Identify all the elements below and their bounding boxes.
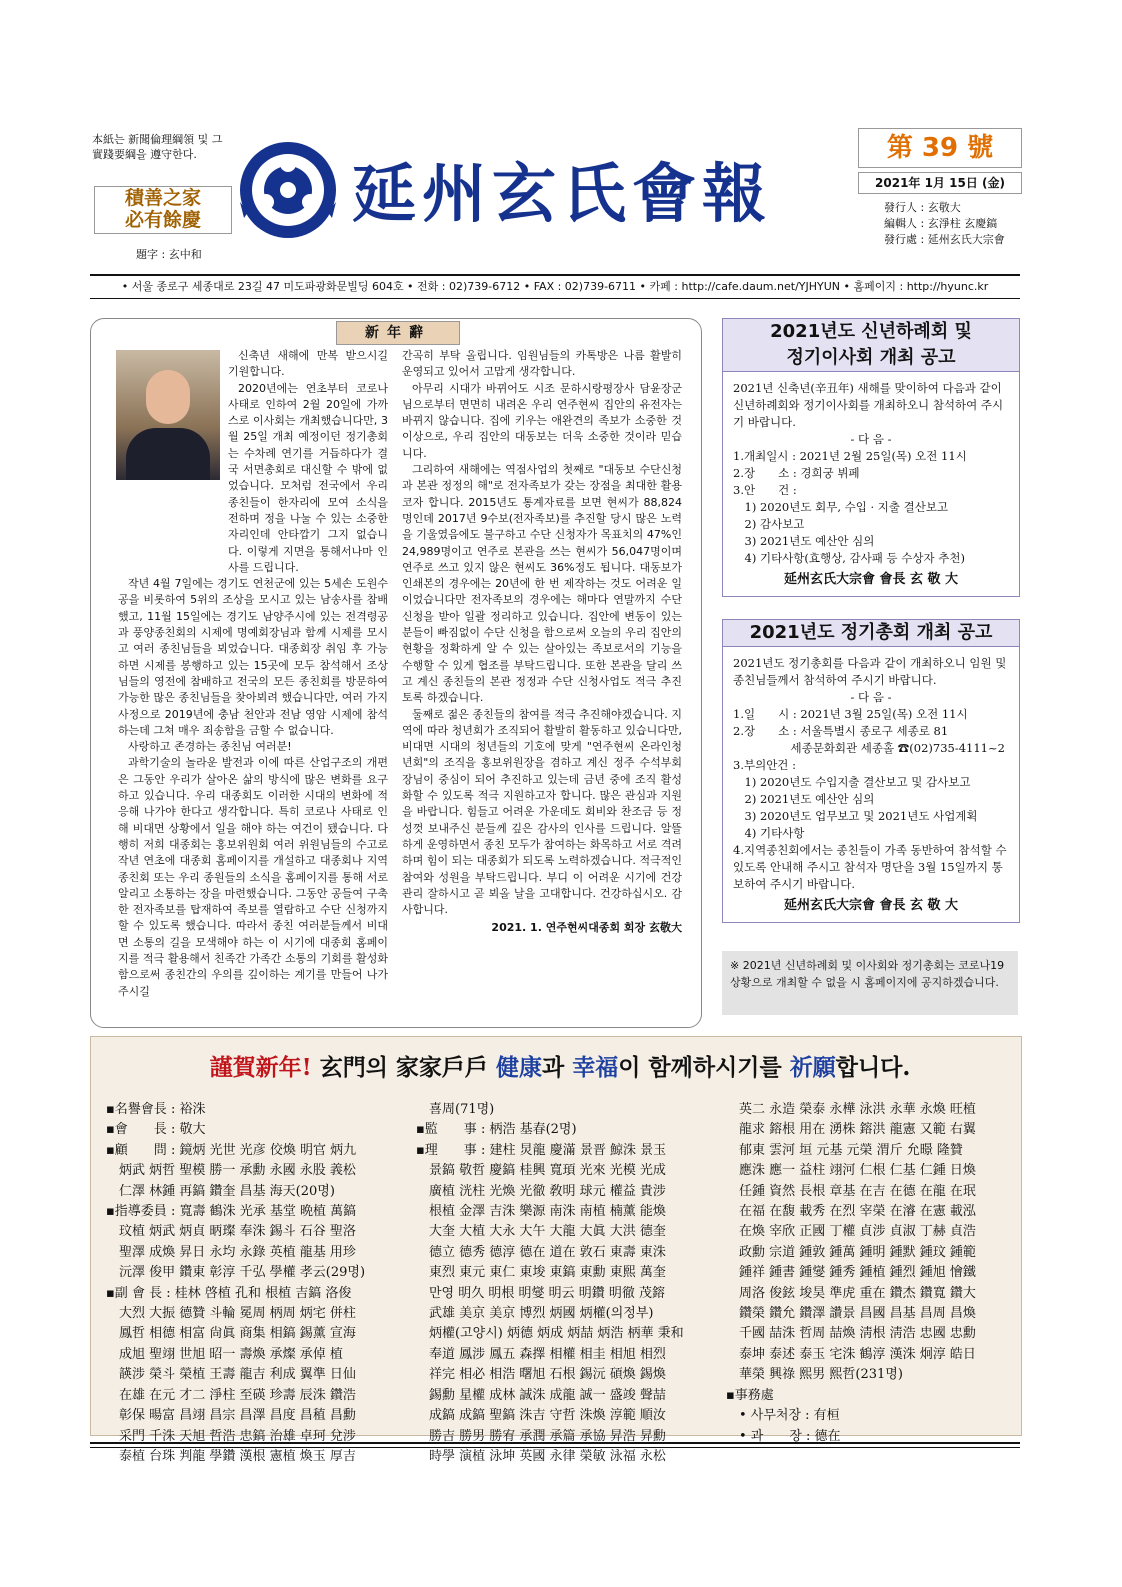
newspaper-title: 延州玄氏會報	[352, 157, 772, 232]
ethics-notice-text: 本紙는 新聞倫理綱領 및 그 實踐要綱을 遵守한다.	[92, 133, 223, 161]
greeting-title: 新年辭	[336, 321, 460, 345]
greeting-paragraph: 2020년에는 연초부터 코로나 사태로 인하여 2월 20일에 가까스로 이사회는 개최했습니다만, 3월 25일 개최 예정이던 정기총회는 수차례 연기를 거듭하다가 결국 서면총회로 대신할 수 밖에 없었습니다. 모처럼 전국에서 우리 종친들이 한자리에 모여 소식을 전하며 정을 나눌 수 있는 소중한 자리인데 안타깝기 그지 없습니다. 이렇게 지면을 통해서나마 인사를 드립니다.	[228, 381, 388, 574]
da-eum-label: - 다 음 -	[850, 432, 892, 446]
banner-title-part: 祈願	[789, 1054, 836, 1081]
officer-line: 根植 金澤 吉洙 樂源 南洙 南植 楠薰 能煥	[416, 1204, 666, 1220]
officer-line: 武雄 美京 美京 博烈 炳國 炳權(의정부)	[416, 1306, 654, 1322]
announcement-item: 2) 2021년도 예산안 심의	[733, 792, 875, 806]
publisher: 發行人 : 玄敬大	[884, 201, 961, 214]
officer-line: 廣植 洸柱 光煥 光徹 敎明 球元 權益 貴涉	[416, 1183, 666, 1199]
clan-emblem-icon	[238, 140, 338, 240]
motto-box	[94, 186, 232, 234]
announcement-body	[723, 372, 1019, 596]
officer-line: 勝吉 勝男 勝宥 承潤 承篇 承協 昇浩 昇勳	[416, 1428, 666, 1444]
officer-line: 奉道 鳳涉 鳳五 森擇 相權 相圭 相旭 相烈	[416, 1346, 666, 1362]
officer-line: 喜周(71명)	[416, 1102, 495, 1117]
officer-line: ▪名譽會長 : 裕洙	[106, 1102, 206, 1117]
officer-line: 泰植 台珠 判龍 學鑽 漢根 憲植 煥玉 厚吉	[106, 1448, 356, 1464]
greeting-paragraph: 작년 4월 7일에는 경기도 연천군에 있는 5세손 도원수공을 비롯하여 5위의 조상을 모시고 있는 남송사를 참배했고, 11월 15일에는 경기도 남양주시에 있는 전격령공과 풍양종친회의 시제에 명예회장님과 함께 시제를 모시고 여러 종친님들을 뵈었습니다. 대종회장 취임 후 가능하면 시제를 봉행하고 있는 15곳에 모두 참석해서 조상님들의 영전에 참배하고 전국의 모든 종친회를 방문하여 가능한 많은 종친님들을 찾아뵈려 했습니다만, 여러 가지 사정으로 2019년에 충남 천안과 전남 영암 시제에 참석하는데 그쳐 매우 죄송함을 금할 수 없습니다.	[118, 577, 388, 737]
officer-line: 彰保 暘富 昌翊 昌宗 昌澤 昌度 昌稙 昌勳	[106, 1408, 356, 1424]
banner-title-part: 健康	[495, 1054, 542, 1081]
board-meeting-announcement	[722, 318, 1020, 597]
officer-line: ▪監 事 : 柄浩 基春(2명)	[416, 1122, 577, 1138]
officer-line: 在福 在馥 載秀 在烈 宰榮 在濬 在憲 載泓	[726, 1204, 976, 1220]
da-eum-label: - 다 음 -	[850, 690, 892, 704]
officer-list-column-2	[416, 1100, 706, 1467]
greeting-paragraph: 그리하여 새해에는 역점사업의 첫째로 "대동보 수단신청과 본관 정정의 해"로 전자족보가 갖는 장점을 최대한 활용코자 합니다. 2015년도 통계자료를 보면 현씨가 88,824명인데 2017년 9수보(전자족보)를 추진할 당시 많은 노력을 기울였음에도 불구하고 수단 신청자가 목표치의 47%인 24,989명이고 연주로 본관을 쓰는 현씨가 56,047명이며 연주로 쓰고 있지 않은 현씨도 36%정도 됩니다. 대동보가 인쇄본의 경우에는 20년에 한 번 제작하는 것도 어려운 일이었습니다만 전자족보의 경우에는 해마다 연말까지 수단 신청을 받아 일괄 정리하고 있습니다. 집안에 변동이 있는 분들이 빠짐없이 수단 신청을 함으로써 오늘의 우리 집안의 현황을 정확하게 알 수 있는 살아있는 족보로서의 기능을 수행할 수 있게 협조를 부탁드립니다. 또한 본관을 달리 쓰고 계신 종친들의 본관 정정과 수단 신청사업도 적극 추진토록 하겠습니다.	[402, 463, 682, 705]
officer-line: 錫勳 星權 成林 誠洙 成龍 誠一 盛竣 聲喆	[416, 1387, 666, 1403]
greeting-paragraph: 과학기술의 놀라운 발전과 이에 따른 산업구조의 개편은 그동안 우리가 살아온 삶의 방식에 많은 변화를 요구하고 있습니다. 우리 대종회도 이러한 시대의 변화에 적응해 나가야 한다고 생각합니다. 특히 코로나 사태로 인해 비대면 상황에서 일을 해야 하는 여건이 됐습니다. 다행히 저희 대종회는 홍보위원회 여러 위원님들의 수고로 작년 연초에 대종회 홈페이지를 개설하고 대종회나 지역종친회 또는 우리 종원들의 소식을 홈페이지를 통해 서로 알리고 소통하는 장을 마련했습니다. 그동안 공들여 구축한 전자족보를 탑재하여 족보를 열람하고 수단 신청까지 할 수 있도록 했습니다. 따라서 종친 여러분들께서 비대면 소통의 길을 모색해야 하는 이 시기에 대종회 홈페이지를 적극 활용해서 친족간 가족간 소통의 기회를 활성화함으로써 종친간의 우의를 깊이하는 계기를 만들어 나가 주시길	[118, 756, 388, 998]
banner-title-part: 幸福	[572, 1054, 619, 1081]
officer-line: 韺涉 榮斗 榮植 王壽 龍吉 利成 翼準 日仙	[106, 1367, 356, 1383]
officer-line: 華榮 興祿 熙男 熙哲(231명)	[726, 1367, 903, 1383]
officer-line: ▪事務處	[726, 1387, 774, 1403]
announcement-intro: 2021년 신축년(辛丑年) 새해를 맞이하여 다음과 같이 신년하례회와 정기이사회를 개최하오니 참석하여 주시기 바랍니다.	[733, 381, 1004, 429]
motto-line-2: 必有餘慶	[124, 209, 201, 231]
general-meeting-announcement	[722, 619, 1020, 923]
officer-line: 時學 演植 泳坤 英國 永律 榮敏 泳福 永松	[416, 1448, 666, 1464]
bottom-rule	[90, 1442, 1020, 1448]
announcement-heading	[723, 319, 1019, 372]
officer-line: 景鎬 敬哲 慶鎬 桂興 寬頊 光來 光模 光成	[416, 1163, 666, 1179]
banner-title	[150, 1050, 970, 1086]
announcement-item: 2.장 소 : 경희궁 뷔페	[733, 466, 860, 480]
announcement-item: 1) 2020년도 회무, 수입 · 지출 결산보고	[733, 500, 949, 514]
officer-line: 周洛 俊鉉 埈昊 準虎 重在 鑽杰 鑽寬 鑽大	[726, 1285, 976, 1301]
banner-title-part: 謹賀新年!	[209, 1054, 312, 1081]
announcement-item: 1.개최일시 : 2021년 2월 25일(목) 오전 11시	[733, 449, 967, 463]
officer-line: 采門 千洙 天旭 哲浩 忠鎬 治雄 卓珂 兌涉	[106, 1428, 356, 1444]
officer-line: 龍求 鎔根 用在 湧株 鎔洪 龍憲 又範 右翼	[726, 1122, 976, 1138]
officer-line: 玟植 炳武 炳貞 昞璨 奉洙 錫斗 石谷 聖洛	[106, 1224, 356, 1240]
announcement-item: 세종문화회관 세종홀 ☎(02)735-4111~2	[733, 741, 1005, 755]
officer-line: 仁澤 林鍾 再鎬 鑽奎 昌基 海天(20명)	[106, 1183, 335, 1199]
announcement-item: 3.안 건 :	[733, 483, 797, 497]
greeting-paragraph: 신축년 새해에 만복 받으시길 기원합니다.	[228, 349, 388, 379]
ethics-notice	[88, 130, 230, 164]
announcement-heading: 2021년도 정기총회 개최 공고	[723, 620, 1019, 647]
greeting-column-2	[402, 348, 682, 937]
covid-notice: ※ 2021년 신년하례회 및 이사회와 정기총회는 코로나19 상황으로 개최할 수 없을 시 홈페이지에 공지하겠습니다.	[722, 951, 1018, 1015]
announcement-item: 2.장 소 : 서울특별시 종로구 세종로 81	[733, 724, 949, 738]
officer-line: 泰坤 泰述 泰玉 宅洙 鶴淳 漢洙 炯淳 皓日	[726, 1346, 976, 1362]
officer-line: 應洙 應一 益柱 翊河 仁根 仁基 仁鍾 日煥	[726, 1163, 976, 1179]
banner-title-part: 합니다.	[835, 1054, 911, 1081]
officer-line: 炳權(고양시) 炳德 炳成 炳喆 炳浩 柄華 秉和	[416, 1326, 684, 1342]
announcement-item: 1) 2020년도 수입지출 결산보고 및 감사보고	[733, 775, 971, 789]
officer-list-column-3	[726, 1100, 1016, 1447]
announcement-signature: 延州玄氏大宗會 會長 玄 敬 大	[783, 572, 959, 587]
greeting-paragraph: 간곡히 부탁 올립니다. 임원님들의 카톡방은 나름 활발히 운영되고 있어서 고맙게 생각합니다.	[402, 349, 682, 379]
officer-line: 聖澤 成煥 昇日 永均 永錄 英植 龍基 用珍	[106, 1244, 356, 1260]
announcement-item: 1.일 시 : 2021년 3월 25일(목) 오전 11시	[733, 707, 968, 721]
announcement-item: 3.부의안건 :	[733, 758, 796, 772]
announcement-item: 3) 2020년도 업무보고 및 2021년도 사업계획	[733, 809, 978, 823]
officer-line: 英二 永造 榮泰 永樺 泳洪 永華 永煥 旺植	[726, 1102, 976, 1117]
officer-line: 郁東 雲河 垣 元基 元榮 渭斤 允暻 隆贊	[726, 1142, 963, 1158]
issue-number: 第 39 號	[858, 128, 1022, 168]
officer-line: 沅澤 俊甲 鑽東 彰淳 千弘 學權 孝云(29명)	[106, 1265, 366, 1281]
announcement-title-line: 2021년도 신년하례회 및	[770, 321, 972, 342]
officer-line: 政勳 宗道 鍾敦 鍾萬 鍾明 鍾默 鍾玟 鍾範	[726, 1244, 976, 1260]
greeting-signature: 2021. 1. 연주현씨대종회 회장 玄敬大	[491, 921, 682, 935]
announcement-item: 2) 감사보고	[733, 517, 805, 531]
officer-line: 千國 喆洙 哲周 喆煥 淸根 淸浩 忠國 忠勳	[726, 1326, 976, 1342]
announcement-item: 4) 기타사항(효행상, 감사패 등 수상자 추천)	[733, 551, 965, 565]
officer-line: ▪會 長 : 敬大	[106, 1122, 206, 1138]
editor: 編輯人 : 玄淨柱 玄慶鎬	[884, 217, 998, 230]
officer-line: • 사무처장 : 有桓	[726, 1408, 840, 1424]
announcement-item: 4.지역종친회에서는 종친들이 가족 동반하여 참석할 수 있도록 안내해 주시고 참석자 명단을 3월 15일까지 통보하여 주시기 바랍니다.	[733, 843, 1007, 891]
officer-line: 鳳哲 相德 相富 尙眞 商集 相鎬 錫薰 宣海	[106, 1326, 356, 1342]
staff-credits	[858, 200, 1020, 248]
issue-date: 2021年 1月 15日 (金)	[858, 172, 1022, 194]
announcement-item: 4) 기타사항	[733, 826, 805, 840]
officer-line: 大奎 大植 大永 大午 大龍 大眞 大洪 德奎	[416, 1224, 666, 1240]
calligraphy-credit: 題字 : 玄中和	[136, 248, 202, 261]
announcement-body	[723, 647, 1019, 922]
publishing-office: 發行處 : 延州玄氏大宗會	[884, 233, 1005, 246]
officer-line: 成鎬 成鎬 聖鎬 洙吉 守哲 洙煥 淳範 順汝	[416, 1408, 666, 1424]
officer-line: • 과 장 : 德在	[726, 1428, 841, 1444]
motto-line-1: 積善之家	[124, 187, 201, 209]
greeting-column-1	[118, 348, 388, 1000]
officer-list-column-1	[106, 1100, 396, 1467]
officer-line: ▪顧 問 : 鏡炳 光世 光彦 佼煥 明官 炳九	[106, 1142, 357, 1158]
banner-title-part: 玄門의 家家戶戶	[311, 1054, 496, 1081]
officer-line: 東烈 東元 東仁 東埈 東鎬 東勳 東熙 萬奎	[416, 1265, 666, 1281]
officer-line: 祥完 相必 相浩 曙旭 石根 錫沅 碩煥 錫煥	[416, 1367, 666, 1383]
officer-line: 鍾祥 鍾書 鍾燮 鍾秀 鍾植 鍾烈 鍾旭 懀鐵	[726, 1265, 976, 1281]
officer-line: 만영 明久 明根 明燮 明云 明鑽 明徹 茂鎔	[416, 1285, 666, 1301]
greeting-paragraph: 둘째로 젊은 종친들의 참여를 적극 추진해야겠습니다. 지역에 따라 청년회가 조직되어 활발히 활동하고 있습니다만, 비대면 시대의 청년들의 기호에 맞게 "연주현씨 온라인청년회"의 조직을 홍보위원장을 겸하고 계신 정주 수석부회장님이 중심이 되어 추진하고 있는데 금년 중에 조직 활성화할 수 있도록 적극 지원하고자 합니다. 많은 관심과 지원을 바랍니다. 힘들고 어려운 가운데도 회비와 찬조금 등 정성껏 보내주신 분들께 깊은 감사의 인사를 드립니다. 알뜰하게 운영하면서 종친 모두가 참여하는 화목하고 서로 격려하며 힘이 되는 대종회가 되도록 노력하겠습니다. 적극적인 참여와 성원을 부탁드립니다. 부디 이 어려운 시기에 건강관리 잘하시고 곧 뵈올 날을 고대합니다. 건강하십시오. 감사합니다.	[402, 707, 682, 917]
officer-line: 炳武 炳哲 聖模 勝一 承勳 永國 永股 義松	[106, 1163, 356, 1179]
officer-line: 任鍾 資然 長根 章基 在吉 在德 在龍 在珉	[726, 1183, 976, 1199]
announcement-intro: 2021년도 정기총회를 다음과 같이 개최하오니 임원 및 종친님들께서 참석하여 주시기 바랍니다.	[733, 656, 1007, 687]
officer-line: 成旭 聖翊 世旭 昭一 壽煥 承燦 承倬 植	[106, 1346, 343, 1362]
announcement-title-line: 정기이사회 개최 공고	[786, 347, 956, 368]
announcement-item: 3) 2021년도 예산안 심의	[733, 534, 875, 548]
greeting-paragraph: 아무리 시대가 바뀌어도 시조 문하시랑평장사 담윤장군님으로부터 면면히 내려온 우리 연주현씨 집안의 유전자는 바뀌지 않습니다. 집에 키우는 애완견의 족보가 소중한 것 이상으로, 우리 집안의 대동보는 더욱 소중한 것이라 믿습니다.	[402, 381, 682, 460]
officer-line: ▪指導委員 : 寬壽 鶴洙 光承 基堂 晩植 萬鎬	[106, 1204, 357, 1220]
banner-title-part: 이 함께하시기를	[618, 1054, 790, 1081]
officer-line: 大烈 大振 德贊 斗輪 冕周 柄周 炳宅 併柱	[106, 1306, 356, 1322]
contact-address-bar: • 서울 종로구 세종대로 23길 47 미도파광화문빌딩 604호 • 전화 : 02)739-6712 • FAX : 02)739-6711 • 카페 : http://cafe.daum.net/YJHYUN • 홈페이지 : http://hyunc.kr	[90, 274, 1020, 299]
announcement-signature: 延州玄氏大宗會 會長 玄 敬 大	[783, 898, 959, 913]
officer-line: 鑽榮 鑽允 鑽澤 讚景 昌國 昌基 昌周 昌煥	[726, 1306, 976, 1322]
officer-line: 在雄 在元 才二 淨柱 至碤 珍壽 辰洙 鑽浩	[106, 1387, 356, 1403]
officer-line: ▪理 事 : 建柱 炅龍 慶滿 景晋 鯨洙 景玉	[416, 1142, 667, 1158]
banner-title-part: 과	[541, 1054, 573, 1081]
officer-line: ▪副 會 長 : 桂林 啓植 孔和 根植 吉鎬 洛俊	[106, 1285, 352, 1301]
greeting-paragraph: 사랑하고 존경하는 종친님 여러분!	[128, 740, 292, 754]
officer-line: 在煥 宰欣 正國 丁權 貞涉 貞淑 丁赫 貞浩	[726, 1224, 976, 1240]
officer-line: 德立 德秀 德淳 德在 道在 敦石 東壽 東洙	[416, 1244, 666, 1260]
